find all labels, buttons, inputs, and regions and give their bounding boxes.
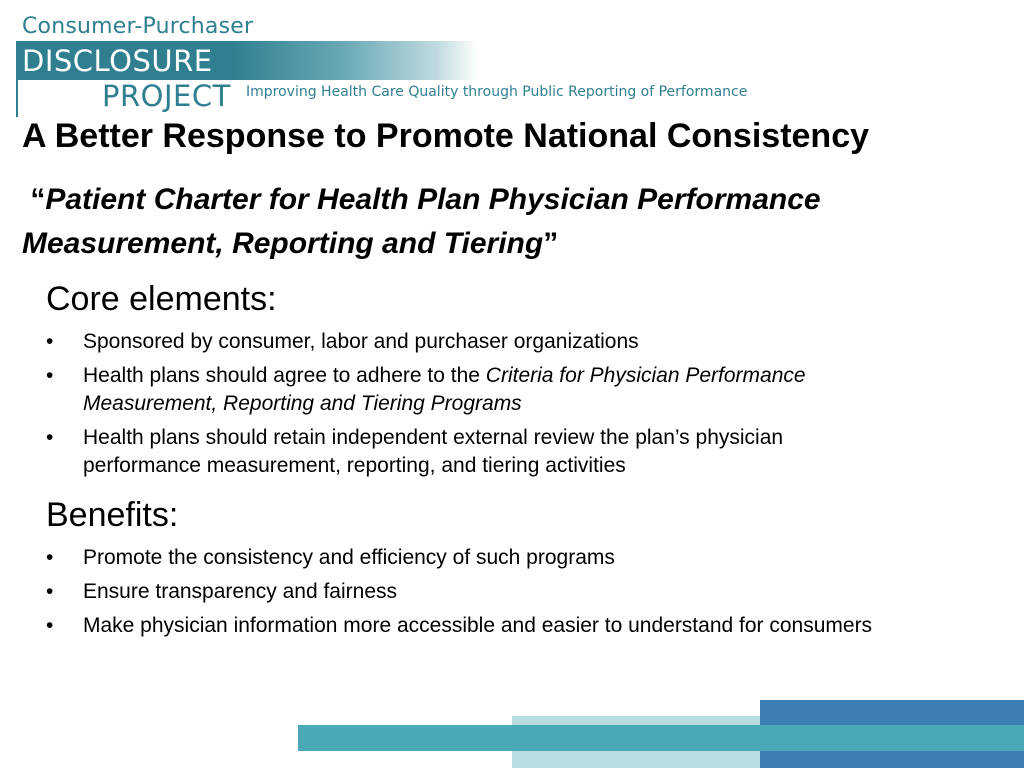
list-item: • Make physician information more accessible and easier to understand for consumers bbox=[46, 612, 896, 640]
core-elements-list bbox=[46, 328, 896, 486]
logo-consumer-purchaser: Consumer-Purchaser bbox=[22, 14, 254, 39]
logo-disclosure: DISCLOSURE bbox=[22, 44, 213, 78]
list-item: • Health plans should retain independent external review the plan’s physician performance measurement, reporting, and tiering activities bbox=[46, 424, 896, 480]
decor-bar-teal bbox=[298, 725, 1024, 751]
core-elements-heading: Core elements: bbox=[46, 280, 277, 318]
slide-subtitle bbox=[22, 178, 1022, 266]
list-item: • Health plans should agree to adhere to the Criteria for Physician Performance Measurement, Reporting and Tiering Programs bbox=[46, 362, 896, 418]
slide-title: A Better Response to Promote National Consistency bbox=[22, 117, 870, 155]
list-item: • Promote the consistency and efficiency of such programs bbox=[46, 544, 896, 572]
logo-tagline: Improving Health Care Quality through Public Reporting of Performance bbox=[246, 84, 748, 100]
logo-project: PROJECT bbox=[102, 79, 231, 113]
benefits-list bbox=[46, 544, 896, 646]
logo-divider-line bbox=[16, 41, 18, 117]
list-item: • Ensure transparency and fairness bbox=[46, 578, 896, 606]
subtitle-italic: Patient Charter for Health Plan Physician Performance Measurement, Reporting and Tiering bbox=[22, 183, 821, 260]
subtitle-open-quote: “ bbox=[30, 183, 46, 216]
benefits-heading: Benefits: bbox=[46, 496, 179, 534]
subtitle-close-quote: ” bbox=[543, 227, 559, 260]
list-item: • Sponsored by consumer, labor and purchaser organizations bbox=[46, 328, 896, 356]
